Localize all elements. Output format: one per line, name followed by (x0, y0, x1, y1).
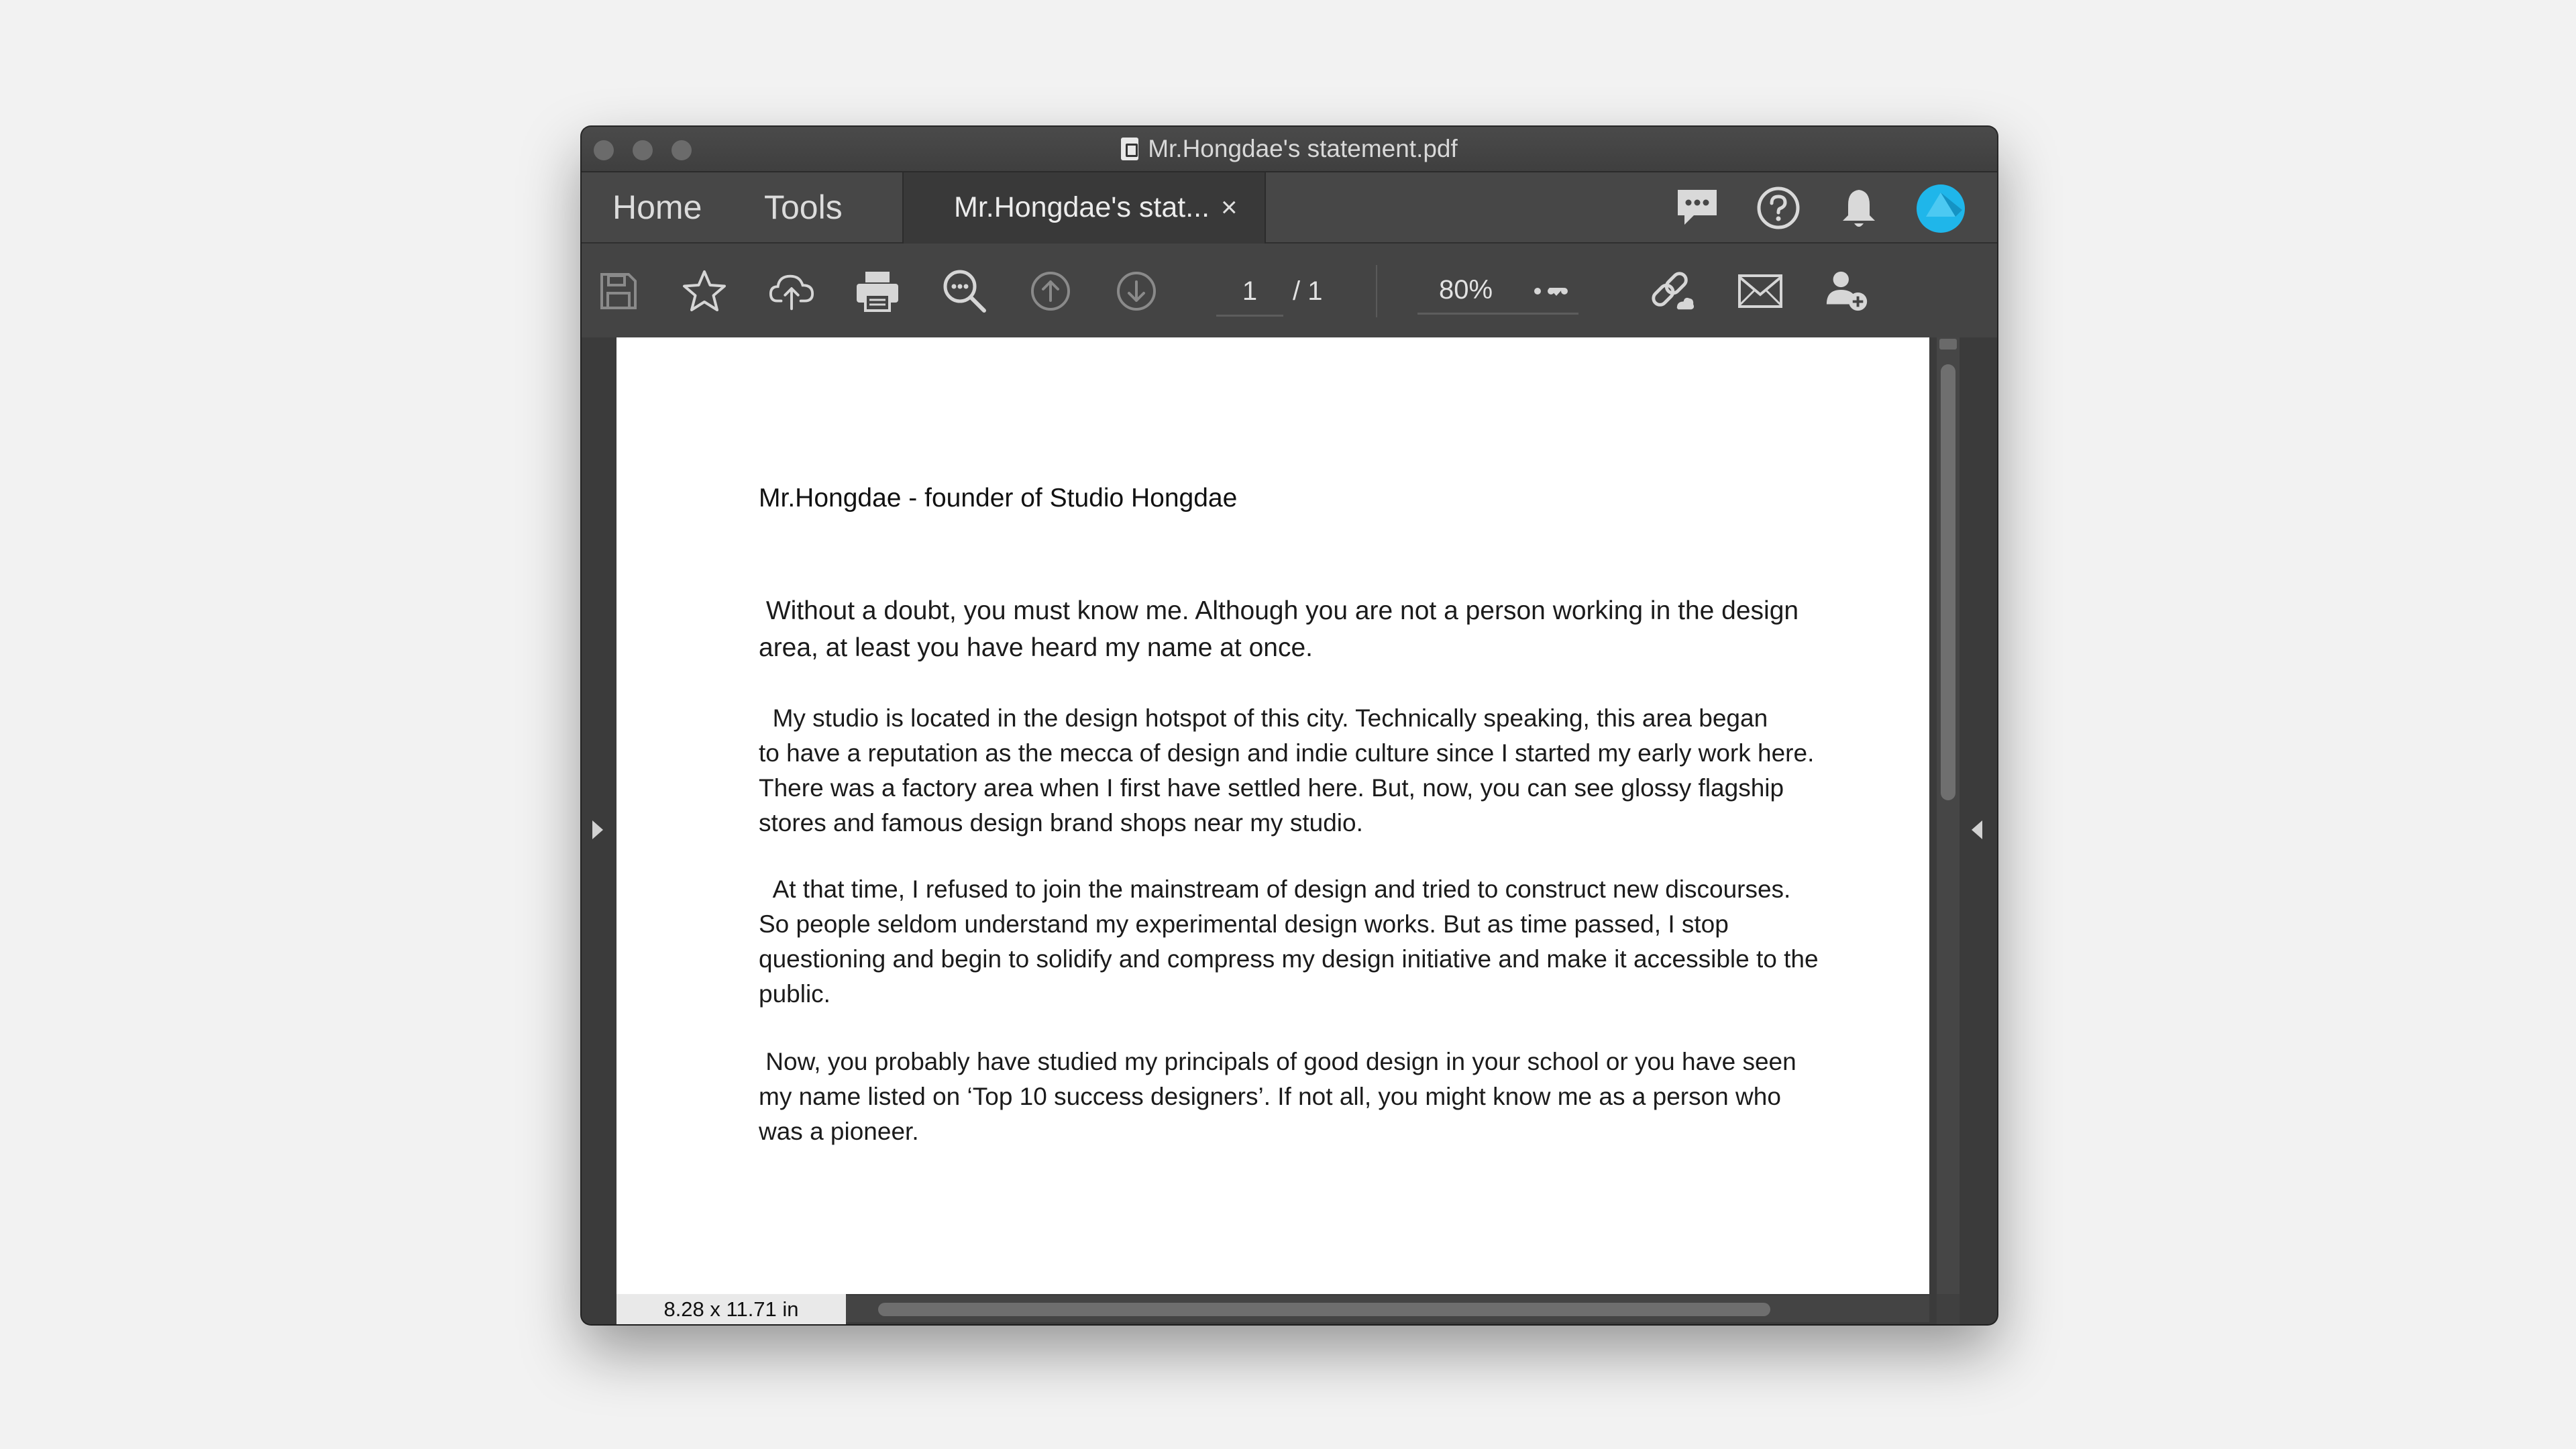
help-icon[interactable] (1756, 185, 1801, 231)
print-icon (854, 269, 901, 313)
mail-icon (1737, 273, 1784, 309)
add-user-icon (1824, 267, 1871, 315)
document-paragraph: My studio is located in the design hotspot of this city. Technically speaking, this area began to have a reputation as the mecca of design and indie culture since I started my early work here. There was a factory area when I first have settled here. But, now, you can see glossy flagship stores and famous design brand shops near my studio. (759, 704, 1815, 837)
window-title-group (582, 127, 1997, 171)
page-total: / 1 (1293, 276, 1323, 306)
toolbar-divider (1376, 265, 1377, 317)
bookmark-button[interactable] (681, 268, 728, 315)
document-paragraph: Now, you probably have studied my principals of good design in your school or you have seen my name listed on ‘Top 10 success designers’. If not all, you might know me as a person who was a pioneer. (759, 1048, 1796, 1145)
document-page (616, 337, 1929, 1294)
cloud-upload-icon (768, 269, 815, 313)
more-tools-button[interactable] (1527, 268, 1574, 315)
zoom-out-button[interactable] (941, 268, 988, 315)
email-button[interactable] (1737, 268, 1784, 315)
previous-page-button[interactable] (1027, 268, 1074, 315)
status-bar (582, 1294, 1997, 1324)
scroll-corner (1937, 1294, 1960, 1324)
document-tab-label: Mr.Hongdae's stat... (954, 191, 1210, 223)
page-down-icon (1115, 270, 1158, 313)
tab-document[interactable] (902, 172, 1266, 244)
document-paragraph: Without a doubt, you must know me. Although you are not a person working in the design area, at least you have heard my name at once. (759, 596, 1799, 662)
comments-icon[interactable] (1674, 186, 1721, 230)
left-panel-toggle[interactable] (592, 820, 603, 839)
save-icon (598, 270, 639, 312)
more-icon (1531, 284, 1571, 298)
scroll-up-handle[interactable] (1939, 339, 1957, 350)
tab-tools[interactable]: Tools (764, 189, 843, 226)
upload-button[interactable] (768, 268, 815, 315)
vertical-scroll-thumb[interactable] (1941, 364, 1955, 800)
document-viewer (582, 337, 1997, 1324)
page-up-icon (1029, 270, 1072, 313)
print-button[interactable] (854, 268, 901, 315)
page-number-input[interactable]: 1 (1216, 268, 1283, 317)
document-paragraph: At that time, I refused to join the mainstream of design and tried to construct new discourses. So people seldom understand my experimental design works. But as time passed, I stop questioning and begin to solidify and compress my design initiative and make it accessible to the public. (759, 875, 1819, 1008)
link-icon (1648, 268, 1695, 314)
save-button[interactable] (595, 268, 642, 315)
zoom-out-icon (941, 268, 988, 315)
zoom-value: 80% (1439, 275, 1493, 305)
window-title: Mr.Hongdae's statement.pdf (1148, 135, 1458, 162)
avatar[interactable] (1915, 183, 1966, 234)
document-heading: Mr.Hongdae - founder of Studio Hongdae (759, 484, 1238, 513)
star-icon (681, 268, 728, 314)
toolbar (582, 244, 1997, 337)
tab-home[interactable]: Home (612, 189, 702, 226)
horizontal-scroll-thumb[interactable] (878, 1303, 1770, 1316)
title-bar (582, 127, 1997, 172)
add-user-button[interactable] (1824, 268, 1871, 315)
pdf-file-icon (1121, 138, 1138, 160)
app-window (582, 127, 1997, 1324)
share-link-button[interactable] (1648, 268, 1695, 315)
bell-icon[interactable] (1837, 186, 1880, 231)
close-tab-button[interactable]: × (1221, 191, 1238, 223)
tab-bar (582, 172, 1997, 244)
right-panel-toggle[interactable] (1972, 820, 1982, 839)
next-page-button[interactable] (1113, 268, 1160, 315)
page-size-label: 8.28 x 11.71 in (616, 1294, 846, 1324)
